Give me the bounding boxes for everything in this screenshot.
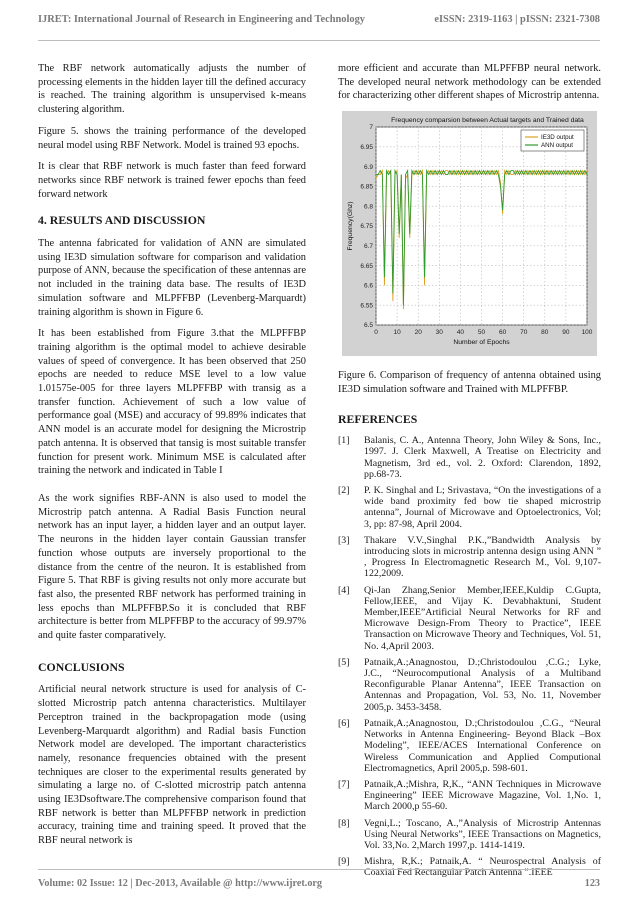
y-tick-label: 6.95: [360, 144, 373, 152]
y-tick-label: 7: [369, 124, 373, 132]
paragraph: As the work signifies RBF-ANN is also used to model the Microstrip patch antenna. A Radial Basis Function neural network has an input layer, a hidden layer and an output layer. The neurons in the hidden layer contain Gaussian transfer function whose outputs are inversely proportional to the distance from the centre of the neuron. It is established from Figure 5. That RBF is giving results not only more accurate but fast also, the presented RBF network has performed training in less epochs than MLPFFBP.So it is concluded that RBF architecture is better from MLPFFBP to the accuracy of 99.97% and quite faster comparatively.: [38, 492, 306, 642]
reference-number: [6]: [338, 717, 350, 729]
x-axis-label: Number of Epochs: [453, 339, 510, 347]
figure-caption: Figure 6. Comparison of frequency of antenna obtained using IE3D simulation software and Trained with MLPFFBP.: [338, 370, 601, 395]
reference-number: [4]: [338, 584, 350, 596]
reference-number: [8]: [338, 817, 350, 829]
paragraph: Figure 5. shows the training performance of the developed neural model using RBF Network. Model is trained 93 epochs.: [38, 125, 306, 151]
paragraph: It has been established from Figure 3.that the MLPFFBP training algorithm is the optimal model to achieve desirable values of speed of convergence. It has been observed that 250 epochs are needed to reduce MSE level to a low value 1.01575e-005 for three layers MLPFFBP with transig as a transfer function. Achievement of such a low value of performance goal (MSE) and accuracy of 99.89% indicates that ANN model is an accurate model for designing the Microstrip patch antenna. It is observed that tansig is most suitable transfer function for present work. Minimum MSE is calculated after training the network and indicated in Table I: [38, 328, 306, 477]
reference-number: [1]: [338, 435, 350, 447]
x-tick-label: 30: [435, 329, 443, 337]
x-tick-label: 50: [477, 329, 486, 337]
x-tick-label: 100: [581, 329, 593, 337]
header-rule: [38, 40, 600, 41]
section-heading-conclusions: CONCLUSIONS: [38, 659, 125, 674]
legend-label: ANN output: [541, 142, 573, 150]
x-tick-label: 70: [520, 329, 528, 337]
issn: eISSN: 2319-1163 | pISSN: 2321-7308: [434, 14, 600, 25]
page-number: 123: [584, 878, 600, 889]
y-tick-label: 6.5: [363, 322, 373, 330]
reference-text: Vegni,L.; Toscano, A.,”Analysis of Microstrip Antennas Using Neural Networks”, IEEE Transactions on Magnetics, Vol. 33,No. 2,March 1997,p. 1414-1419.: [364, 817, 601, 851]
x-tick-label: 40: [456, 329, 465, 337]
reference-item: [338, 856, 601, 878]
reference-list: [338, 435, 601, 878]
reference-text: Patnaik,A.;Mishra, R,K., “ANN Techniques in Microwave Engineering” IEEE Microwave Magazine, Vol. 1,No. 1, March 2000,p 55-60.: [364, 778, 601, 813]
reference-item: [338, 535, 601, 580]
paragraph: more efficient and accurate than MLPFFBP neural network. The developed neural network methodology can be extended for characterizing other different shapes of Microstrip antenna.: [338, 63, 601, 102]
y-axis-label: Frequency(Ghz): [347, 201, 354, 251]
reference-text: Mishra, R,K.; Patnaik,A. “ Neurospectral Analysis of Coaxial Fed Rectangular Patch Antenna ”.IEEE: [364, 856, 601, 879]
reference-number: [2]: [338, 485, 350, 497]
reference-number: [7]: [338, 778, 350, 790]
reference-text: Patnaik,A.;Anagnostou, D.;Christodoulou ,C.G., “Neural Networks in Antenna Engineering- Beyond Black –Box Modeling”, IEEE/ACES International Conference on Wireless Communication and Applied Computional Electromagnetics, April 2005,p. 598-601.: [364, 717, 601, 774]
reference-number: [9]: [338, 856, 350, 868]
y-tick-label: 6.9: [363, 163, 373, 171]
y-tick-label: 6.6: [363, 282, 373, 290]
x-tick-label: 90: [562, 329, 570, 337]
volume-info: Volume: 02 Issue: 12 | Dec-2013, Available @ http://www.ijret.org: [38, 878, 323, 889]
reference-item: [338, 657, 601, 713]
y-tick-label: 6.55: [360, 302, 373, 310]
reference-item: [338, 718, 601, 774]
y-tick-label: 6.75: [360, 223, 373, 231]
y-tick-label: 6.7: [363, 243, 373, 251]
page-footer: [38, 878, 600, 889]
section-heading-results: 4. RESULTS AND DISCUSSION: [38, 213, 206, 228]
x-tick-label: 60: [498, 329, 507, 337]
figure-6-chart: [342, 111, 597, 356]
y-tick-label: 6.85: [360, 183, 373, 191]
y-tick-label: 6.65: [360, 262, 373, 270]
chart-svg: [342, 111, 597, 356]
reference-item: [338, 435, 601, 480]
right-column: [338, 62, 601, 884]
reference-text: Balanis, C. A., Antenna Theory, John Wiley & Sons, Inc., 1997. J. Clerk Maxwell, A Treatise on Electricity and Magnetism, 3rd ed., vol. 2. Oxford: Clarendon, 1892, pp.68-73.: [364, 435, 601, 480]
paragraph: Artificial neural network structure is used for analysis of C-slotted Microstrip patch antenna characteristics. Multilayer Perceptron trained in the backpropagation mode (using Levenberg-Marquardt algorithm) and Radial basis Function Network model are developed. The important characteristics namely, resonance frequencies obtained with the present techniques are closer to the experimental results generated by simulating a large no. of C-slotted microstrip patch antenna using IE3Dsoftware.The comprehensive comparison found that RBF network is better than MLPFFBP network in prediction accuracy, training time and training speed. It proved that the RBF neural network is: [38, 684, 306, 847]
left-column: [38, 62, 306, 856]
y-tick-label: 6.8: [363, 203, 373, 211]
x-tick-label: 20: [414, 329, 422, 337]
x-tick-label: 10: [393, 329, 401, 337]
section-heading-references: REFERENCES: [338, 411, 418, 426]
chart-title: Frequency comparsion between Actual targets and Trained data: [391, 117, 584, 125]
reference-text: Patnaik,A.;Anagnostou, D.;Christodoulou ,C.G.; Lyke, J.C., “Neurocomputional Analysis of a Multiband Reconfigurable Planar Antenna”, IEEE Transaction on Antennas and Propagation, Vol. 53, No. 11, November 2005,p. 3453-3458.: [364, 656, 601, 713]
reference-number: [5]: [338, 656, 350, 668]
reference-item: [338, 818, 601, 852]
reference-item: [338, 779, 601, 813]
journal-name: IJRET: International Journal of Research in Engineering and Technology: [38, 14, 365, 25]
footer-rule: [38, 869, 600, 870]
reference-item: [338, 585, 601, 652]
reference-text: Qi-Jan Zhang,Senior Member,IEEE,Kuldip C.Gupta, Fellow,IEEE, and Vijay K. Devabhaktuni, Student Member,IEEE”Artificial Neural Networks for RF and Microwave Design-From Theory to Practice”, IEEE Transaction on Microwave Theory and Techniques, Vol. 51, No. 4,April 2003.: [364, 584, 601, 652]
page-header: [38, 14, 600, 25]
reference-number: [3]: [338, 534, 350, 546]
x-tick-label: 80: [541, 329, 549, 337]
reference-item: [338, 485, 601, 530]
x-tick-label: 0: [374, 329, 378, 337]
paragraph: The antenna fabricated for validation of ANN are simulated using IE3D simulation software for comparison and validation purpose of ANN, because the specification of these antennas are not included in the training data base. The results of IE3D simulation software and MLPFFBP (Levenberg-Marquardt) training algorithm is shown in Figure 6.: [38, 238, 306, 318]
paragraph: The RBF network automatically adjusts the number of processing elements in the hidden layer till the defined accuracy is reached. The training algorithm is unsupervised k-means clustering algorithm.: [38, 63, 306, 116]
reference-text: Thakare V.V.,Singhal P.K.,”Bandwidth Analysis by introducing slots in microstrip antenna design using ANN ” , Progress In Electromagnetic Research M., Vol. 9,107-122,2009.: [364, 534, 601, 580]
reference-text: P. K. Singhal and L; Srivastava, “On the investigations of a wide band proximity fed bow tie shaped microstrip antenna”, Journal of Microwave and Optoelectronics, Vol; 3, pp: 87-98, April 2004.: [364, 485, 601, 530]
paragraph: It is clear that RBF network is much faster than feed forward networks since RBF network is trained fewer epochs than feed forward network: [38, 161, 306, 200]
legend-label: IE3D output: [541, 134, 574, 142]
